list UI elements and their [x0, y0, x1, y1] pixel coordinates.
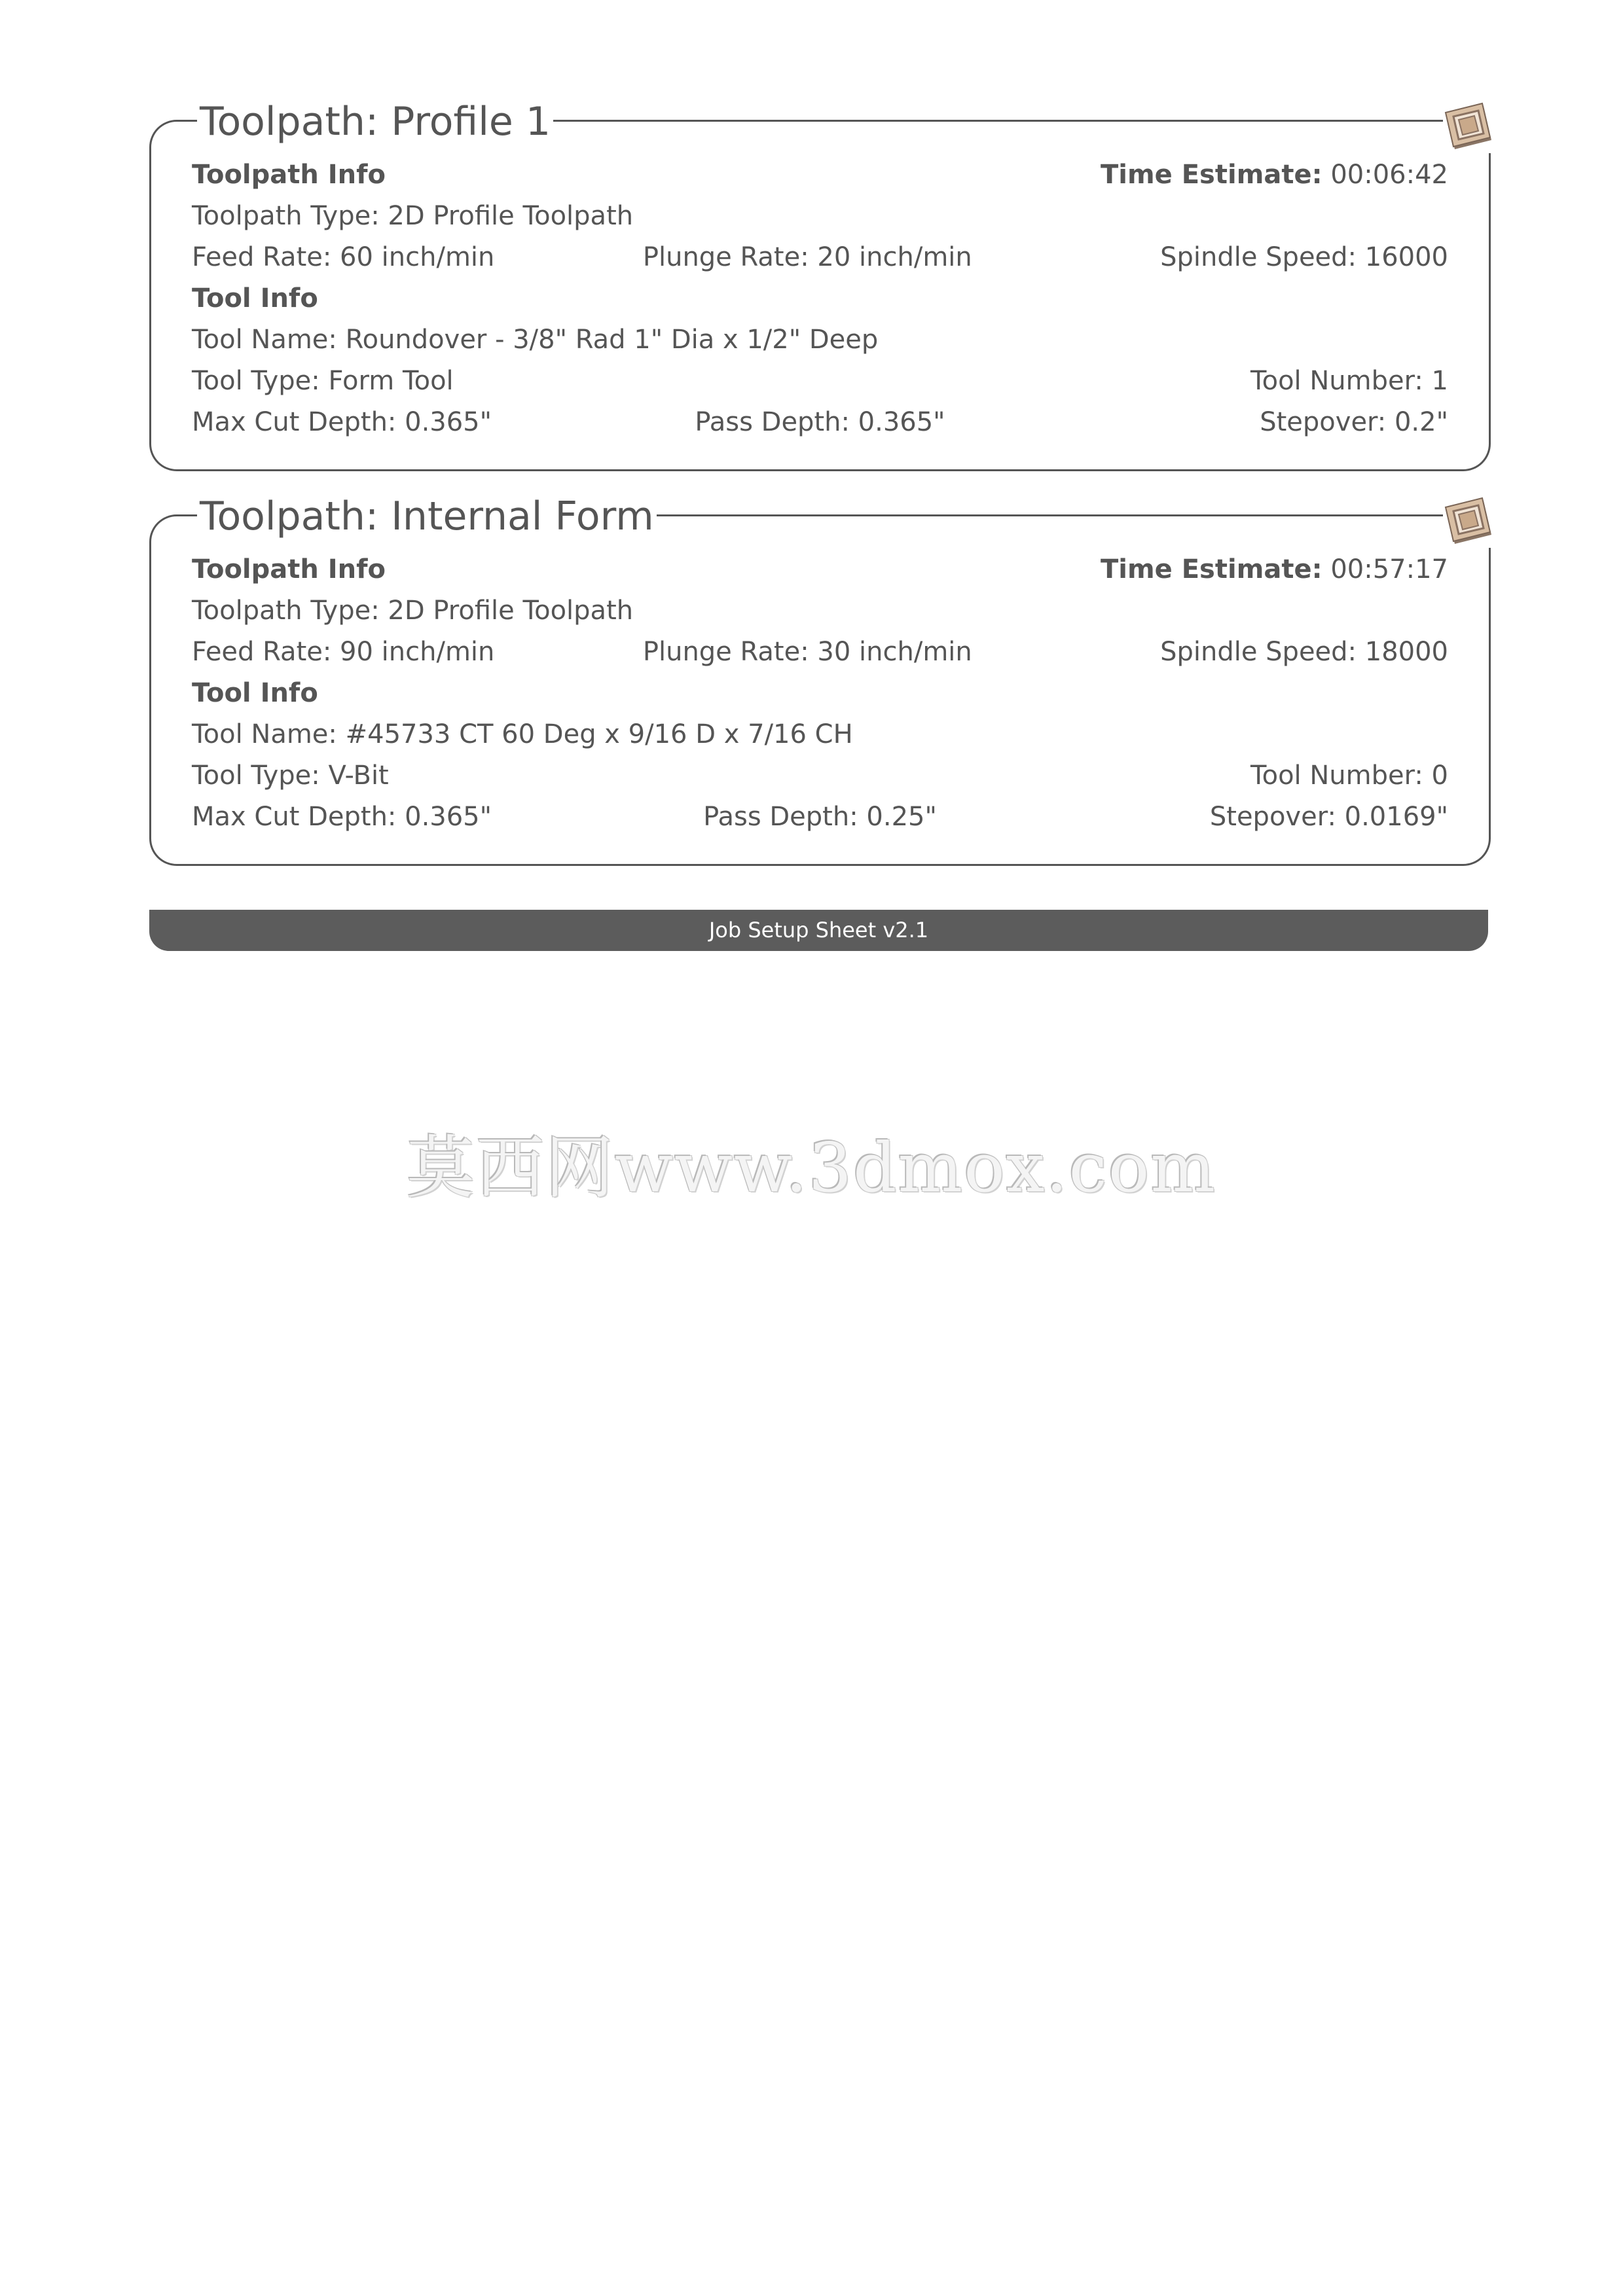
tool-name: Tool Name: #45733 CT 60 Deg x 9/16 D x 7/16 CH	[192, 719, 853, 749]
footer-label: Job Setup Sheet v2.1	[708, 918, 929, 942]
time-estimate-label: Time Estimate:	[1101, 160, 1322, 190]
tool-name-row	[192, 319, 1448, 360]
profile-toolpath-icon	[1443, 102, 1494, 153]
footer-bar	[149, 910, 1488, 951]
toolpath-info-row	[192, 154, 1448, 195]
feed-rate: Feed Rate: 90 inch/min	[192, 637, 495, 667]
toolpath-info-row	[192, 549, 1448, 590]
tool-number: Tool Number: 0	[1250, 761, 1448, 791]
toolpath-type: Toolpath Type: 2D Profile Toolpath	[192, 201, 634, 231]
pass-depth: Pass Depth: 0.365"	[695, 407, 945, 437]
depth-row	[192, 402, 1448, 442]
rates-row	[192, 632, 1448, 672]
toolpath-info-heading: Toolpath Info	[192, 160, 386, 190]
tool-info-heading: Tool Info	[192, 678, 318, 708]
tool-type: Tool Type: V-Bit	[192, 761, 389, 791]
rates-row	[192, 237, 1448, 278]
profile-toolpath-icon	[1443, 497, 1494, 548]
time-estimate	[1101, 154, 1448, 195]
tool-type-row	[192, 361, 1448, 401]
feed-rate: Feed Rate: 60 inch/min	[192, 242, 495, 272]
watermark: 莫西网www.3dmox.com	[407, 1128, 1216, 1208]
toolpath-card-internal-form	[149, 493, 1491, 866]
stepover: Stepover: 0.0169"	[1209, 802, 1448, 832]
toolpath-type: Toolpath Type: 2D Profile Toolpath	[192, 596, 634, 626]
spindle-speed: Spindle Speed: 18000	[1160, 637, 1448, 667]
tool-number: Tool Number: 1	[1250, 366, 1448, 396]
tool-name-row	[192, 714, 1448, 755]
plunge-rate: Plunge Rate: 20 inch/min	[642, 242, 972, 272]
toolpath-title: Toolpath: Profile 1	[197, 96, 553, 148]
time-estimate-value: 00:06:42	[1330, 160, 1448, 190]
pass-depth: Pass Depth: 0.25"	[703, 802, 937, 832]
toolpath-info-heading: Toolpath Info	[192, 554, 386, 584]
tool-name: Tool Name: Roundover - 3/8" Rad 1" Dia x 1/2" Deep	[192, 325, 879, 355]
toolpath-type-row	[192, 196, 1448, 236]
tool-info-heading: Tool Info	[192, 283, 318, 314]
toolpath-card-profile-1	[149, 99, 1491, 471]
time-estimate-label: Time Estimate:	[1101, 554, 1322, 584]
time-estimate	[1101, 549, 1448, 590]
max-cut-depth: Max Cut Depth: 0.365"	[192, 802, 492, 832]
depth-row	[192, 797, 1448, 837]
toolpath-title: Toolpath: Internal Form	[197, 490, 657, 543]
tool-type: Tool Type: Form Tool	[192, 366, 454, 396]
tool-info-heading-row	[192, 673, 1448, 713]
plunge-rate: Plunge Rate: 30 inch/min	[642, 637, 972, 667]
stepover: Stepover: 0.2"	[1260, 407, 1448, 437]
max-cut-depth: Max Cut Depth: 0.365"	[192, 407, 492, 437]
tool-info-heading-row	[192, 278, 1448, 319]
toolpath-type-row	[192, 590, 1448, 631]
spindle-speed: Spindle Speed: 16000	[1160, 242, 1448, 272]
tool-type-row	[192, 755, 1448, 796]
time-estimate-value: 00:57:17	[1330, 554, 1448, 584]
